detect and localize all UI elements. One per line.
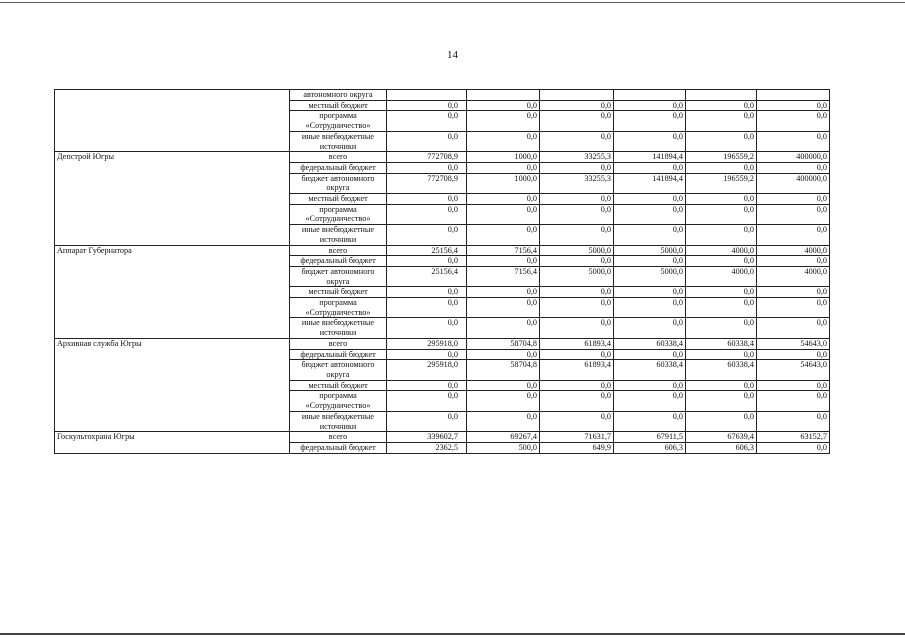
amount-cell: 0,0 (614, 256, 686, 267)
amount-cell: 0,0 (467, 111, 540, 131)
funding-source-cell: бюджет автономного округа (290, 360, 387, 380)
amount-cell: 5000,0 (540, 245, 614, 256)
amount-cell: 649,9 (540, 442, 614, 453)
amount-cell: 0,0 (540, 318, 614, 338)
amount-cell: 4000,0 (686, 245, 757, 256)
amount-cell: 0,0 (467, 318, 540, 338)
amount-cell: 0,0 (614, 100, 686, 111)
amount-cell: 69267,4 (467, 432, 540, 443)
amount-cell (467, 90, 540, 101)
amount-cell: 0,0 (614, 204, 686, 224)
amount-cell: 0,0 (540, 225, 614, 245)
amount-cell: 0,0 (757, 442, 830, 453)
amount-cell: 0,0 (614, 298, 686, 318)
amount-cell: 60338,4 (614, 338, 686, 349)
amount-cell: 0,0 (387, 204, 467, 224)
amount-cell: 5000,0 (614, 245, 686, 256)
amount-cell: 0,0 (757, 287, 830, 298)
organization-cell: Депстрой Югры (55, 152, 290, 245)
amount-cell (387, 90, 467, 101)
amount-cell: 5000,0 (614, 266, 686, 286)
amount-cell: 0,0 (387, 391, 467, 411)
table-body (55, 90, 830, 454)
amount-cell: 33255,3 (540, 173, 614, 193)
funding-source-cell: местный бюджет (290, 194, 387, 205)
amount-cell: 0,0 (467, 349, 540, 360)
organization-cell (55, 90, 290, 152)
amount-cell: 400000,0 (757, 152, 830, 163)
table-row (55, 90, 830, 101)
amount-cell: 61893,4 (540, 360, 614, 380)
amount-cell: 0,0 (757, 204, 830, 224)
amount-cell: 63152,7 (757, 432, 830, 443)
amount-cell: 0,0 (757, 225, 830, 245)
funding-source-cell: иные внебюджетные источники (290, 225, 387, 245)
amount-cell: 0,0 (757, 162, 830, 173)
amount-cell: 0,0 (614, 194, 686, 205)
funding-source-cell: местный бюджет (290, 380, 387, 391)
amount-cell: 0,0 (686, 380, 757, 391)
amount-cell: 67911,5 (614, 432, 686, 443)
amount-cell: 0,0 (387, 225, 467, 245)
amount-cell: 0,0 (387, 111, 467, 131)
amount-cell: 54643,0 (757, 360, 830, 380)
amount-cell: 0,0 (757, 391, 830, 411)
funding-source-cell: федеральный бюджет (290, 162, 387, 173)
amount-cell: 606,3 (686, 442, 757, 453)
amount-cell: 0,0 (686, 318, 757, 338)
table-row (55, 152, 830, 163)
amount-cell: 71631,7 (540, 432, 614, 443)
amount-cell: 295918,0 (387, 338, 467, 349)
amount-cell: 33255,3 (540, 152, 614, 163)
bottom-scan-edge (0, 633, 905, 635)
amount-cell: 0,0 (614, 318, 686, 338)
amount-cell: 0,0 (686, 411, 757, 431)
amount-cell: 0,0 (467, 411, 540, 431)
amount-cell: 0,0 (540, 100, 614, 111)
page-number: 14 (447, 49, 458, 61)
amount-cell: 0,0 (467, 256, 540, 267)
amount-cell: 0,0 (614, 225, 686, 245)
amount-cell: 60338,4 (614, 360, 686, 380)
amount-cell: 141894,4 (614, 173, 686, 193)
funding-source-cell: программа «Сотрудничество» (290, 298, 387, 318)
amount-cell: 0,0 (467, 100, 540, 111)
amount-cell: 0,0 (467, 380, 540, 391)
amount-cell: 0,0 (467, 162, 540, 173)
amount-cell: 7156,4 (467, 266, 540, 286)
amount-cell: 196559,2 (686, 173, 757, 193)
budget-table (54, 89, 830, 454)
funding-source-cell: местный бюджет (290, 287, 387, 298)
amount-cell: 0,0 (387, 162, 467, 173)
amount-cell: 0,0 (387, 256, 467, 267)
amount-cell (757, 90, 830, 101)
amount-cell: 0,0 (686, 131, 757, 151)
amount-cell (540, 90, 614, 101)
amount-cell: 0,0 (540, 380, 614, 391)
amount-cell: 0,0 (686, 349, 757, 360)
amount-cell: 0,0 (686, 100, 757, 111)
amount-cell: 0,0 (387, 349, 467, 360)
amount-cell: 295918,0 (387, 360, 467, 380)
table-row (55, 432, 830, 443)
amount-cell: 0,0 (686, 287, 757, 298)
amount-cell: 0,0 (387, 411, 467, 431)
amount-cell: 0,0 (686, 391, 757, 411)
amount-cell (614, 90, 686, 101)
funding-source-cell: автономного округа (290, 90, 387, 101)
amount-cell: 25156,4 (387, 245, 467, 256)
amount-cell: 60338,4 (686, 338, 757, 349)
amount-cell: 0,0 (540, 391, 614, 411)
amount-cell: 0,0 (467, 225, 540, 245)
amount-cell: 0,0 (614, 380, 686, 391)
amount-cell: 1000,0 (467, 152, 540, 163)
amount-cell: 54643,0 (757, 338, 830, 349)
amount-cell: 0,0 (387, 298, 467, 318)
table-row (55, 245, 830, 256)
amount-cell: 0,0 (686, 111, 757, 131)
amount-cell: 25156,4 (387, 266, 467, 286)
amount-cell: 67639,4 (686, 432, 757, 443)
amount-cell: 196559,2 (686, 152, 757, 163)
amount-cell: 0,0 (540, 298, 614, 318)
amount-cell: 0,0 (467, 391, 540, 411)
funding-source-cell: федеральный бюджет (290, 349, 387, 360)
amount-cell: 772708,9 (387, 173, 467, 193)
amount-cell: 0,0 (757, 256, 830, 267)
amount-cell: 4000,0 (757, 266, 830, 286)
funding-source-cell: программа «Сотрудничество» (290, 111, 387, 131)
funding-source-cell: иные внебюджетные источники (290, 131, 387, 151)
amount-cell: 0,0 (686, 225, 757, 245)
funding-source-cell: бюджет автономного округа (290, 173, 387, 193)
funding-source-cell: бюджет автономного округа (290, 266, 387, 286)
amount-cell: 0,0 (540, 204, 614, 224)
amount-cell: 0,0 (467, 131, 540, 151)
amount-cell: 400000,0 (757, 173, 830, 193)
amount-cell: 0,0 (467, 204, 540, 224)
amount-cell: 0,0 (540, 194, 614, 205)
amount-cell: 0,0 (540, 287, 614, 298)
amount-cell: 0,0 (540, 411, 614, 431)
amount-cell: 0,0 (686, 194, 757, 205)
organization-cell: Архивная служба Югры (55, 338, 290, 431)
amount-cell: 0,0 (757, 100, 830, 111)
amount-cell: 5000,0 (540, 266, 614, 286)
amount-cell: 0,0 (387, 131, 467, 151)
amount-cell: 0,0 (757, 380, 830, 391)
funding-source-cell: федеральный бюджет (290, 256, 387, 267)
amount-cell: 0,0 (387, 287, 467, 298)
amount-cell: 4000,0 (757, 245, 830, 256)
amount-cell: 0,0 (387, 100, 467, 111)
amount-cell: 0,0 (757, 111, 830, 131)
amount-cell: 0,0 (757, 318, 830, 338)
amount-cell: 0,0 (614, 411, 686, 431)
amount-cell: 0,0 (540, 111, 614, 131)
amount-cell: 1000,0 (467, 173, 540, 193)
funding-source-cell: всего (290, 152, 387, 163)
amount-cell: 606,3 (614, 442, 686, 453)
amount-cell: 0,0 (686, 298, 757, 318)
amount-cell: 61893,4 (540, 338, 614, 349)
table-row (55, 338, 830, 349)
amount-cell: 141894,4 (614, 152, 686, 163)
amount-cell: 0,0 (686, 204, 757, 224)
funding-source-cell: всего (290, 338, 387, 349)
amount-cell: 0,0 (757, 131, 830, 151)
funding-source-cell: местный бюджет (290, 100, 387, 111)
amount-cell: 60338,4 (686, 360, 757, 380)
funding-source-cell: всего (290, 432, 387, 443)
top-scan-edge (0, 2, 905, 3)
funding-source-cell: всего (290, 245, 387, 256)
amount-cell: 0,0 (614, 287, 686, 298)
funding-source-cell: иные внебюджетные источники (290, 411, 387, 431)
amount-cell: 7156,4 (467, 245, 540, 256)
amount-cell: 0,0 (686, 162, 757, 173)
amount-cell: 0,0 (614, 391, 686, 411)
organization-cell: Аппарат Губернатора (55, 245, 290, 338)
amount-cell: 500,0 (467, 442, 540, 453)
amount-cell: 0,0 (757, 411, 830, 431)
amount-cell: 0,0 (540, 349, 614, 360)
amount-cell: 0,0 (757, 298, 830, 318)
amount-cell: 0,0 (467, 194, 540, 205)
funding-source-cell: иные внебюджетные источники (290, 318, 387, 338)
amount-cell: 0,0 (757, 194, 830, 205)
amount-cell: 0,0 (540, 256, 614, 267)
amount-cell: 0,0 (540, 162, 614, 173)
amount-cell: 339602,7 (387, 432, 467, 443)
amount-cell: 0,0 (686, 256, 757, 267)
amount-cell: 0,0 (757, 349, 830, 360)
funding-source-cell: программа «Сотрудничество» (290, 204, 387, 224)
funding-source-cell: программа «Сотрудничество» (290, 391, 387, 411)
amount-cell: 0,0 (387, 380, 467, 391)
amount-cell (686, 90, 757, 101)
amount-cell: 0,0 (614, 349, 686, 360)
amount-cell: 58704,8 (467, 360, 540, 380)
organization-cell: Госкультохрана Югры (55, 432, 290, 453)
amount-cell: 772708,9 (387, 152, 467, 163)
amount-cell: 0,0 (467, 287, 540, 298)
amount-cell: 2362,5 (387, 442, 467, 453)
amount-cell: 0,0 (614, 111, 686, 131)
amount-cell: 0,0 (614, 131, 686, 151)
funding-source-cell: федеральный бюджет (290, 442, 387, 453)
amount-cell: 4000,0 (686, 266, 757, 286)
amount-cell: 0,0 (467, 298, 540, 318)
amount-cell: 0,0 (540, 131, 614, 151)
amount-cell: 0,0 (387, 194, 467, 205)
amount-cell: 0,0 (614, 162, 686, 173)
amount-cell: 58704,8 (467, 338, 540, 349)
amount-cell: 0,0 (387, 318, 467, 338)
